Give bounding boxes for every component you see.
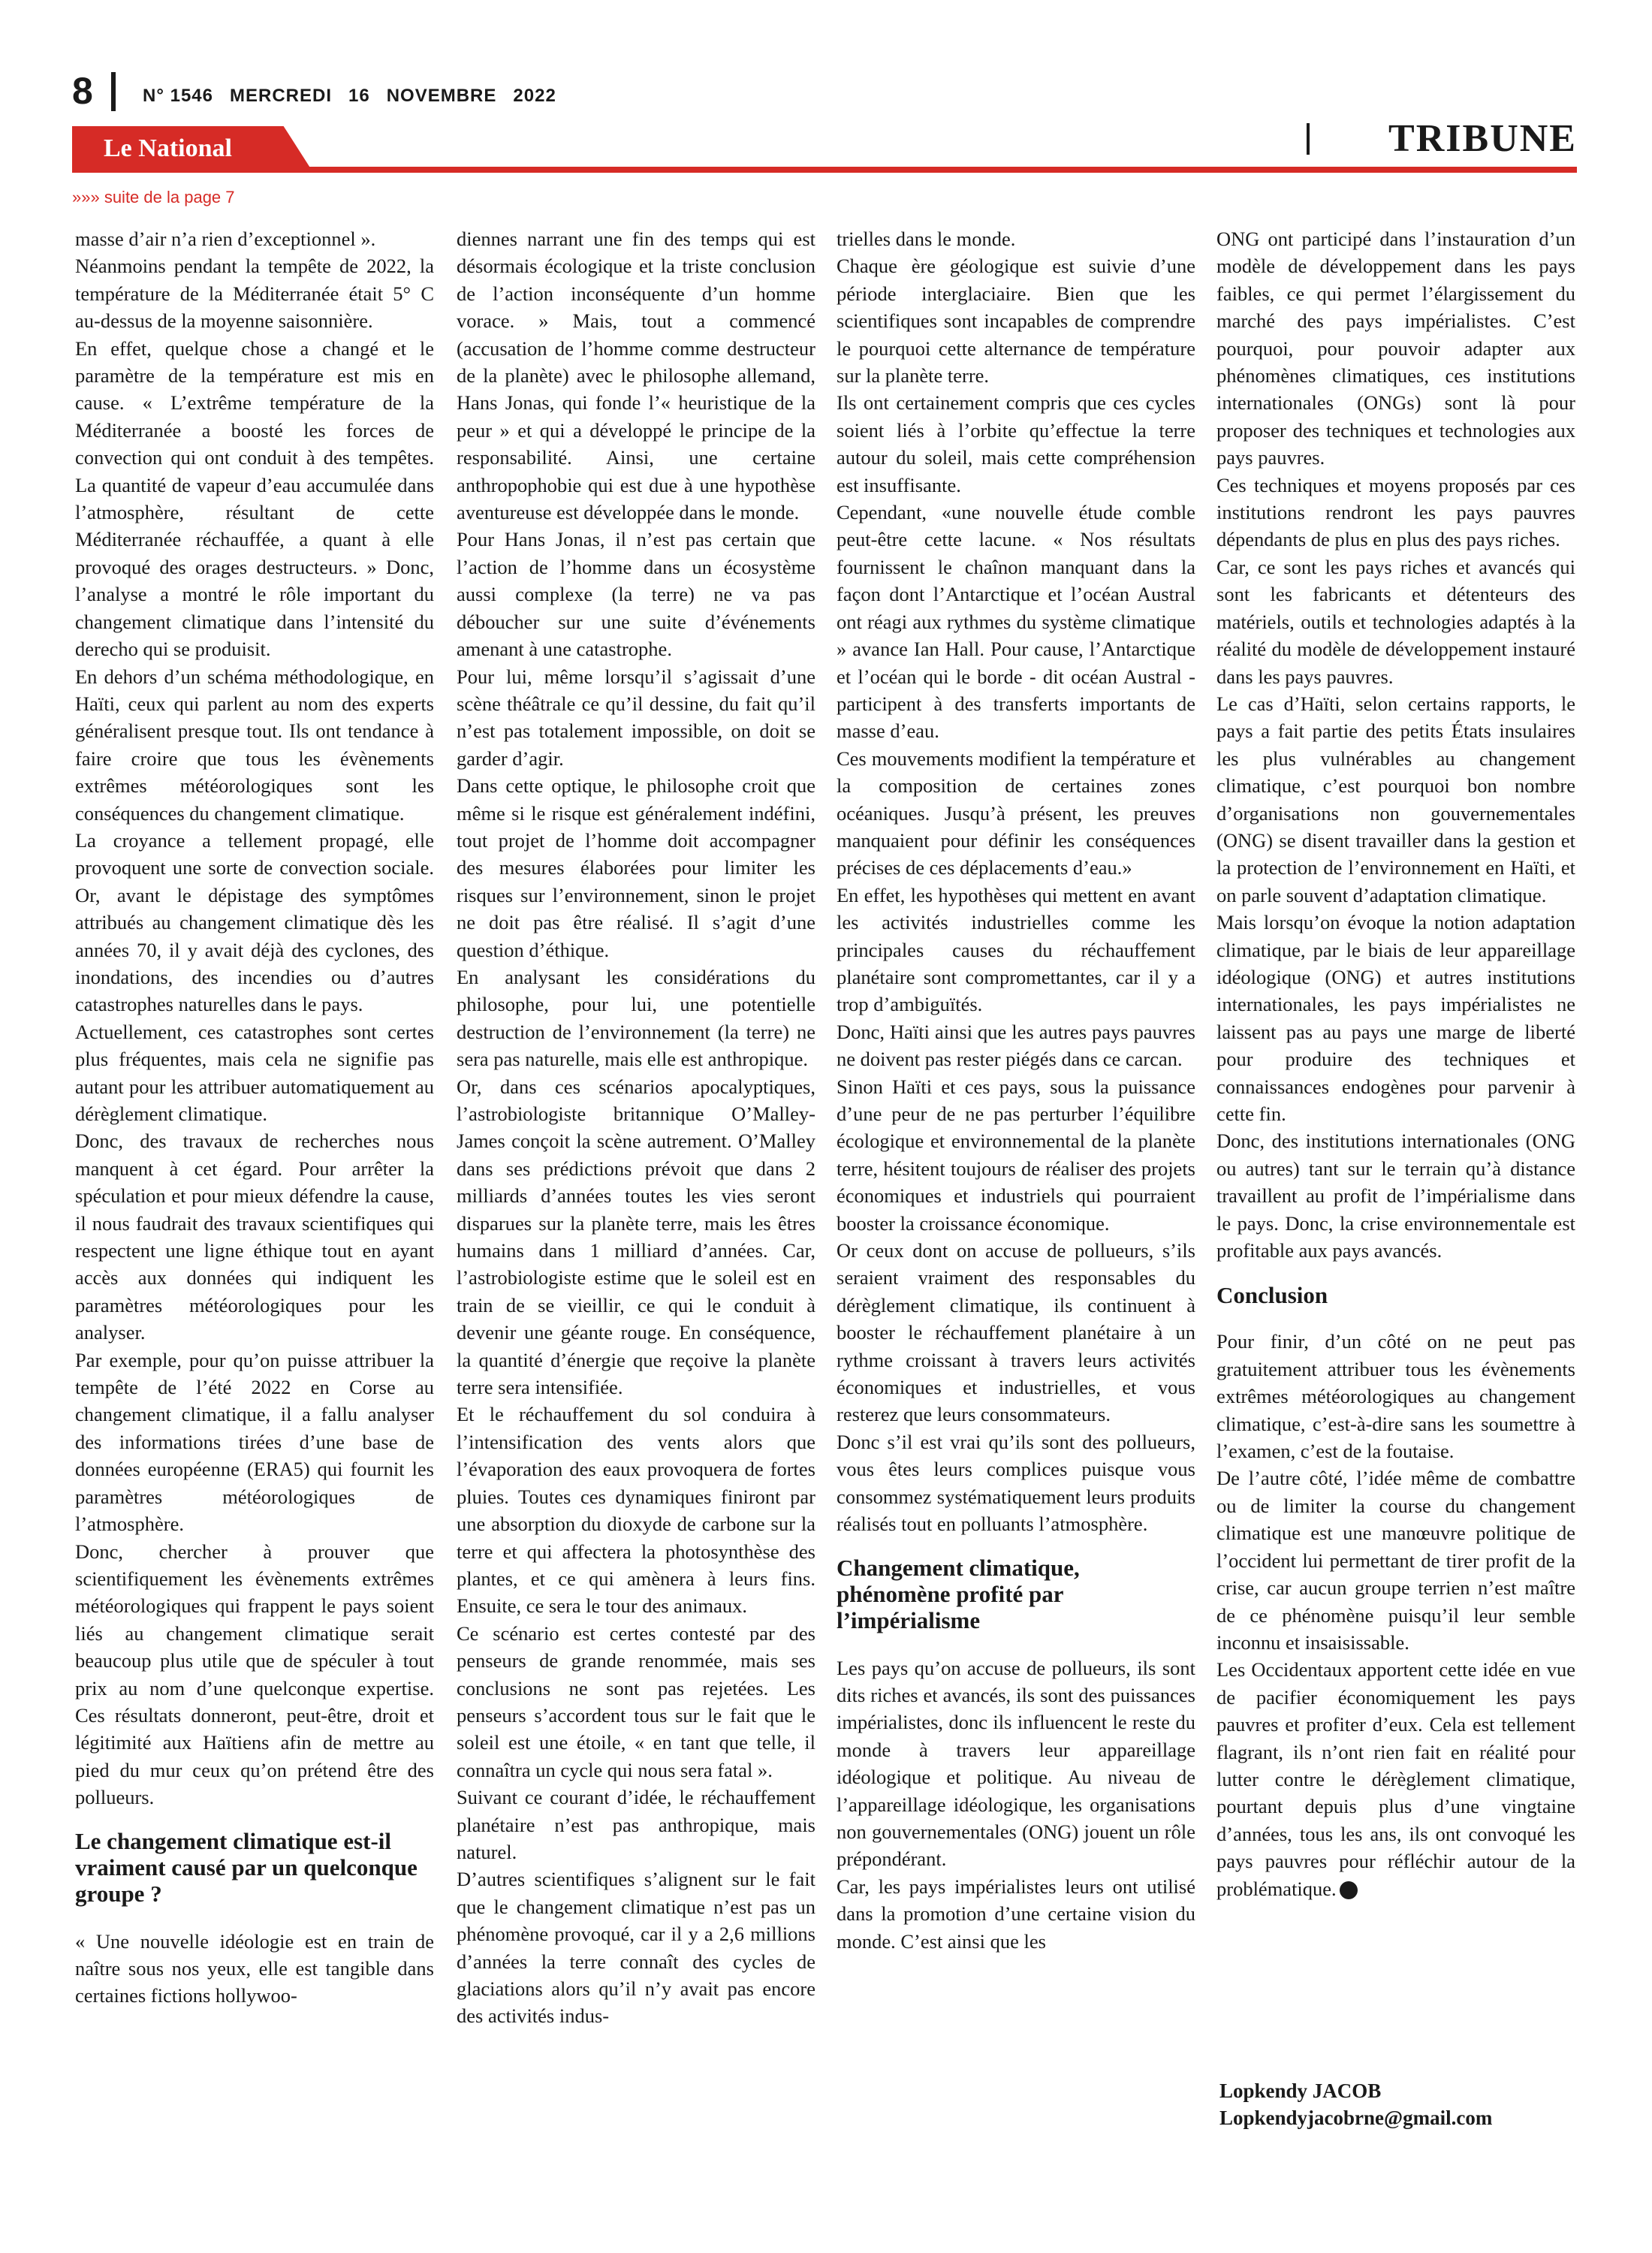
paragraph: Ces mouvements modifient la température et la composition de certaines zones océaniques. Jusqu’à présent, les preuves manquaient pour définir les conséquences précises de ces déplacements d’eau.» xyxy=(837,746,1195,879)
paragraph: « Une nouvelle idéologie est en train de naître sous nos yeux, elle est tangible dans certaines fictions hollywoo- xyxy=(75,1929,434,2007)
paragraph: Car, ce sont les pays riches et avancés qui sont les fabricants et détenteurs des matériels, outils et technologies adaptés à la réalité du modèle de développement instauré dans les pays pauvres. xyxy=(1216,555,1575,688)
article-column-3 xyxy=(837,225,1195,1955)
article-column-4 xyxy=(1216,225,1575,1902)
paragraph: Donc, chercher à prouver que scientifiquement les évènements extrêmes météorologiques qui frappent le pays soient liés au changement climatique serait beaucoup plus utile que de spéculer à tout prix au nom d’une quelconque expertise. Ces résultats donneront, peut-être, droit et légitimité aux Haïtiens afin de mettre au pied du mur ceux qu’on prétend être des pollueurs. xyxy=(75,1540,434,1809)
paragraph: ONG ont participé dans l’instauration d’un modèle de développement dans les pays faibles, ce qui permet l’élargissement du marché des pays impérialistes. C’est pourquoi, pour pouvoir adapter aux phénomènes climatiques, ces institutions internationales (ONGs) sont là pour proposer des techniques et technologies aux pays pauvres. xyxy=(1216,228,1575,469)
paragraph: Cependant, «une nouvelle étude comble peut-être cette lacune. « Nos résultats fournissent le chaînon manquant dans la façon dont l’Antarctique et l’océan Austral ont réagi aux rythmes du système climatique » avance Ian Hall. Pour cause, l’Antarctique et l’océan qui le borde - dit océan Austral - participent à des transferts importants de masse d’eau. xyxy=(837,501,1195,743)
author-email[interactable]: Lopkendyjacobrne@gmail.com xyxy=(1219,2107,1493,2129)
paragraph-final xyxy=(1216,1656,1575,1902)
paragraph: Car, les pays impérialistes leurs ont utilisé dans la promotion d’une certaine vision du monde. C’est ainsi que les xyxy=(837,1874,1195,1953)
page-number-divider xyxy=(111,72,116,111)
paragraph: Ces techniques et moyens proposés par ces institutions rendront les pays pauvres dépendants de plus en plus des pays riches. xyxy=(1216,473,1575,551)
section-divider xyxy=(1307,123,1310,155)
header-rule xyxy=(72,167,1577,173)
paragraph: Le cas d’Haïti, selon certains rapports, le pays a fait partie des petits États insulaires les plus vulnérables au changement climatique, c’est pourquoi bon nombre d’organisations non gouvernementales (ONG) se disent travailler dans la gestion et la protection de l’environnement en Haïti, et on parle souvent d’adaptation climatique. xyxy=(1216,692,1575,906)
paragraph: Actuellement, ces catastrophes sont certes plus fréquentes, mais cela ne signifie pas autant pour les attribuer automatiquement au dérèglement climatique. xyxy=(75,1020,434,1125)
paragraph: La croyance a tellement propagé, elle provoquent une sorte de convection sociale. Or, avant le dépistage des symptômes attribués au changement climatique dès les années 70, il y avait déjà des cyclones, des inondations, des incendies ou d’autres catastrophes naturelles dans le pays. xyxy=(75,828,434,1016)
paragraph: Donc, Haïti ainsi que les autres pays pauvres ne doivent pas rester piégés dans ce carcan. xyxy=(837,1020,1195,1071)
paragraph: Donc, des institutions internationales (ONG ou autres) tant sur le terrain qu’à distance travaillent au profit de l’impérialisme dans le pays. Donc, la crise environnementale est profitable aux pays avancés. xyxy=(1216,1130,1575,1262)
subheading: Le changement climatique est-il vraiment causé par un quelconque groupe ? xyxy=(75,1827,418,1907)
paragraph: En effet, les hypothèses qui mettent en avant les activités industrielles comme les principales causes du réchauffement planétaire sont compromettantes, car il y a trop d’ambiguïtés. xyxy=(837,883,1195,1016)
subheading-conclusion: Conclusion xyxy=(1216,1282,1328,1309)
issue-day: 16 xyxy=(348,86,370,106)
paragraph: Et le réchauffement du sol conduira à l’intensification des vents alors que l’évaporation des eaux provoquera de fortes pluies. Toutes ces dynamiques finiront par une absorption du dioxyde de carbone sur la terre et qui affectera la photosynthèse des plantes, et ce qui amènera à leurs fins. Ensuite, ce sera le tour des animaux. xyxy=(457,1403,815,1618)
issue-month: NOVEMBRE xyxy=(386,86,497,106)
paragraph: En effet, quelque chose a changé et le paramètre de la température est mis en cause. « L’extrême température de la Méditerranée a boosté les forces de convection qui ont conduit à des tempêtes. La quantité de vapeur d’eau accumulée dans l’atmosphère, résultant de cette Méditerranée réchauffée, a quant à elle provoqué des orages destructeurs. » Donc, l’analyse a montré le rôle important du changement climatique dans l’intensité du derecho qui se produisit. xyxy=(75,336,434,661)
issue-number: N° 1546 xyxy=(143,86,213,106)
paragraph: Donc s’il est vrai qu’ils sont des pollueurs, vous êtes leurs complices puisque vous consommez systématiquement leurs produits réalisés tout en polluants l’atmosphère. xyxy=(837,1430,1195,1536)
paragraph: Ils ont certainement compris que ces cycles soient liés à l’orbite qu’effectue la terre autour du soleil, mais cette compréhension est insuffisante. xyxy=(837,391,1195,496)
paragraph: De l’autre côté, l’idée même de combattre ou de limiter la course du changement climatique est une manœuvre politique de l’occident lui permettant de tirer profit de la crise, car aucun groupe terrien n’est maître de ce phénomène puisqu’il leur semble inconnu et insaisissable. xyxy=(1216,1467,1575,1654)
paragraph: Pour lui, même lorsqu’il s’agissait d’une scène théâtrale ce qu’il dessine, du fait qu’il n’est pas totalement impossible, on doit se garder d’agir. xyxy=(457,665,815,770)
author-signature xyxy=(1219,2077,1492,2131)
paragraph: Ce scénario est certes contesté par des penseurs de grande renommée, mais ses conclusions ne sont pas rejetées. Les penseurs s’accordent tous sur le fait que le soleil est une étoile, « en tant que telle, il connaîtra un cycle qui nous sera fatal ». xyxy=(457,1621,815,1781)
paragraph: D’autres scientifiques s’alignent sur le fait que le changement climatique n’est pas un phénomène provoqué, car il y a 2,6 millions d’années la terre connaît des cycles de glaciations alors qu’il n’y avait pas encore des activités indus- xyxy=(457,1868,815,2028)
paragraph: Or ceux dont on accuse de pollueurs, s’ils seraient vraiment des responsables du dérèglement climatique, ils continuent à booster le réchauffement planétaire à un rythme croissant à travers leurs activités économiques et industrielles, et vous resterez que leurs consommateurs. xyxy=(837,1239,1195,1426)
page-number: 8 xyxy=(72,70,93,112)
article-column-1 xyxy=(75,225,434,2010)
issue-weekday: MERCREDI xyxy=(230,86,333,106)
paragraph: Les pays qu’on accuse de pollueurs, ils sont dits riches et avancés, ils sont des puissances impérialistes, donc ils influencent le reste du monde à travers leur appareillage idéologique et politique. Au niveau de l’appareillage idéologique, les organisations non gouvernementales (ONG) jouent un rôle prépondérant. xyxy=(837,1656,1195,1871)
paragraph: diennes narrant une fin des temps qui est désormais écologique et la triste conclusion de l’action inconséquente d’un homme vorace. » Mais, tout a commencé (accusation de l’homme comme destructeur de la planète) avec le philosophe allemand, Hans Jonas, qui fonde l’« heuristique de la peur » et qui a développé le principe de la responsabilité. Ainsi, une certaine anthropophobie qui est due à une hypothèse aventureuse est développée dans le monde. xyxy=(457,228,815,524)
paragraph: Dans cette optique, le philosophe croit que même si le risque est généralement indéfini, tout projet de l’homme doit accompagner des mesures élaborées pour limiter les risques sur l’environnement, sinon le projet ne doit pas être réalisé. Il s’agit d’une question d’éthique. xyxy=(457,774,815,961)
issue-year: 2022 xyxy=(513,86,556,106)
end-of-article-icon xyxy=(1340,1881,1358,1899)
paragraph: trielles dans le monde. xyxy=(837,228,1016,250)
paragraph: Sinon Haïti et ces pays, sous la puissance d’une peur de ne pas perturber l’équilibre écologique et environnemental de la planète terre, hésitent toujours de réaliser des projets économiques et industriels qui pourraient booster la croissance économique. xyxy=(837,1075,1195,1235)
paragraph: En analysant les considérations du philosophe, pour lui, une potentielle destruction de l’environnement (la terre) ne sera pas naturelle, mais elle est anthropique. xyxy=(457,965,815,1071)
paragraph: Donc, des travaux de recherches nous manquent à cet égard. Pour arrêter la spéculation et pour mieux défendre la cause, il nous faudrait des travaux scientifiques qui respectent une ligne éthique tout en ayant accès aux données qui indiquent les paramètres météorologiques pour les analyser. xyxy=(75,1130,434,1344)
paragraph: Néanmoins pendant la tempête de 2022, la température de la Méditerranée était 5° C au-dessus de la moyenne saisonnière. xyxy=(75,255,434,333)
paragraph: Pour finir, d’un côté on ne peut pas gratuitement attribuer tous les évènements extrêmes météorologiques au changement climatique, c’est-à-dire sans les soumettre à l’examen, c’est de la foutaise. xyxy=(1216,1330,1575,1463)
author-name: Lopkendy JACOB xyxy=(1219,2080,1382,2102)
paragraph: Suivant ce courant d’idée, le réchauffement planétaire n’est pas anthropique, mais naturel. xyxy=(457,1786,815,1863)
section-title: TRIBUNE xyxy=(1388,117,1577,160)
continued-from-note: »»» suite de la page 7 xyxy=(72,188,235,207)
paragraph: Mais lorsqu’on évoque la notion adaptation climatique, par le biais de leur appareillage idéologique (ONG) et autres institutions internationales, les pays impérialistes ne laissent pas au pays une marge de liberté pour produire des techniques et connaissances endogènes pour parvenir à cette fin. xyxy=(1216,911,1575,1125)
final-paragraph-text: Les Occidentaux apportent cette idée en vue de pacifier économiquement les pays pauvres et profiter d’eux. Cela est tellement flagrant, ils n’ont rien fait en réalité pour lutter contre le dérèglement climatique, pourtant depuis plus d’une vingtaine d’années, tous les ans, ils ont convoqué les pays pauvres pour réfléchir autour de la problématique. xyxy=(1216,1658,1575,1900)
publication-name: Le National xyxy=(104,134,232,162)
paragraph: En dehors d’un schéma méthodologique, en Haïti, ceux qui parlent au nom des experts généralisent presque tout. Ils ont tendance à faire croire que tous les évènements extrêmes météorologiques sont les conséquences du changement climatique. xyxy=(75,665,434,825)
paragraph: Pour Hans Jonas, il n’est pas certain que l’action de l’homme dans un écosystème aussi complexe (la terre) ne va pas déboucher sur une suite d’événements amenant à une catastrophe. xyxy=(457,528,815,661)
article-column-2 xyxy=(457,225,815,2030)
paragraph: masse d’air n’a rien d’exceptionnel ». xyxy=(75,228,376,250)
paragraph: Or, dans ces scénarios apocalyptiques, l’astrobiologiste britannique O’Malley-James conçoit la scène autrement. O’Malley dans ses prédictions prévoit que dans 2 milliards d’années toutes les vies seront disparues sur la planète terre, mais les êtres humains dans 1 milliard d’années. Car, l’astrobiologiste estime que le soleil est en train de se vieillir, ce qui le conduit à devenir une géante rouge. En conséquence, la quantité d’énergie que reçoive la planète terre sera intensifiée. xyxy=(457,1075,815,1399)
paragraph: Par exemple, pour qu’on puisse attribuer la tempête de l’été 2022 en Corse au changement climatique, il a fallu analyser des informations tirées d’une base de données européenne (ERA5) qui fournit les paramètres météorologiques de l’atmosphère. xyxy=(75,1348,434,1536)
paragraph: Chaque ère géologique est suivie d’une période interglaciaire. Bien que les scientifiques sont incapables de comprendre le pourquoi cette alternance de température sur la planète terre. xyxy=(837,255,1195,388)
issue-dateline xyxy=(143,86,573,107)
subheading: Changement climatique, phénomène profité par l’impérialisme xyxy=(837,1554,1080,1633)
